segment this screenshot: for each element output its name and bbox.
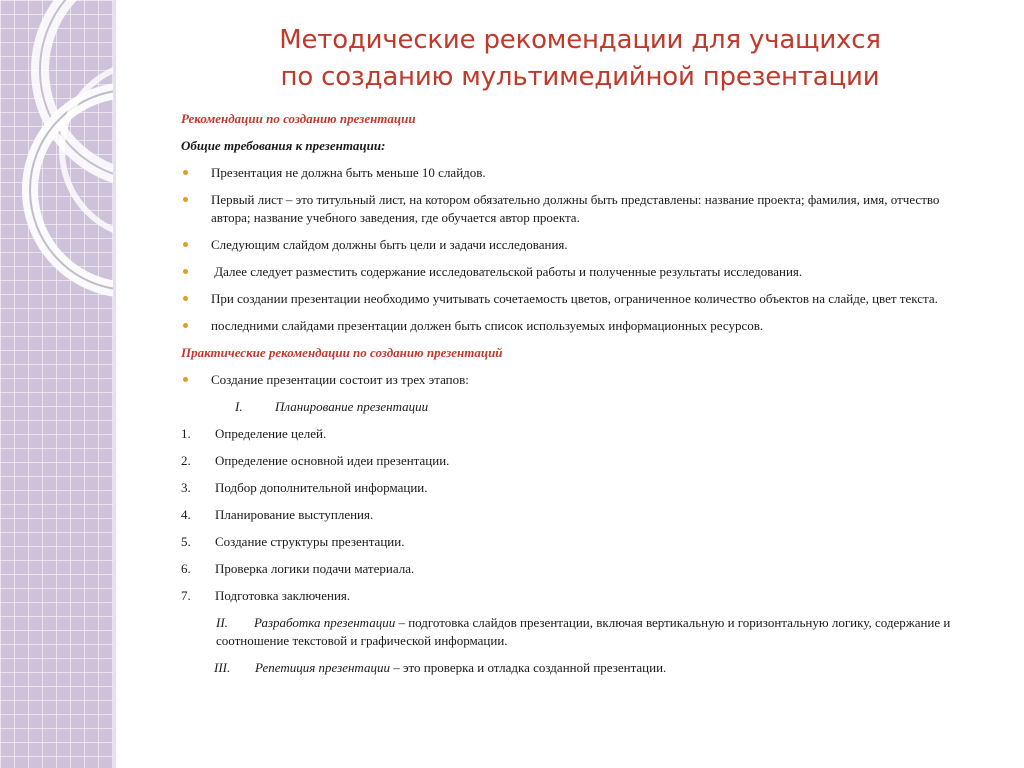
step-number: 1. (181, 426, 191, 441)
step-number: 6. (181, 561, 191, 576)
bullet-icon (183, 323, 188, 328)
bullet-icon (183, 197, 188, 202)
phase-description: – подготовка слайдов презентации, включая вертикальную и горизонтальную логику, содержание и соотношение текстовой и графической информации. (216, 615, 951, 648)
list-item (0, 587, 971, 605)
phase-title: Репетиция презентации (255, 660, 390, 675)
step-text: Подбор дополнительной информации. (215, 480, 428, 495)
list-item (0, 479, 971, 497)
step-number: 4. (181, 507, 191, 522)
list-item-text: При создании презентации необходимо учитывать сочетаемость цветов, ограниченное количество объектов на слайде, цвет текста. (211, 291, 938, 306)
phase-planning (181, 398, 971, 416)
bullet-icon (183, 269, 188, 274)
decorative-side-panel (0, 0, 116, 768)
list-item-text: последними слайдами презентации должен быть список используемых информационных ресурсов. (211, 318, 764, 333)
list-item (181, 290, 971, 308)
phase-description: – это проверка и отладка созданной презентации. (389, 660, 667, 675)
stages-intro-list (181, 371, 971, 389)
step-text: Проверка логики подачи материала. (215, 561, 415, 576)
list-item (181, 191, 971, 227)
list-item-text: Первый лист – это титульный лист, на котором обязательно должны быть представлены: название проекта; фамилия, имя, отчество автора; название учебного заведения, где обучается автор проекта. (211, 192, 940, 225)
bullet-icon (183, 377, 188, 382)
list-item (0, 533, 971, 551)
step-text: Подготовка заключения. (215, 588, 351, 603)
phase-title: Разработка презентации (254, 615, 396, 630)
step-number: 3. (181, 480, 191, 495)
step-text: Создание структуры презентации. (215, 534, 405, 549)
main-content (181, 110, 971, 686)
step-text: Планирование выступления. (215, 507, 374, 522)
page-title (150, 22, 1010, 96)
list-item (181, 164, 971, 182)
list-item (0, 560, 971, 578)
list-item-text: Презентация не должна быть меньше 10 слайдов. (211, 165, 486, 180)
phase-number: III. (214, 660, 231, 675)
list-item (0, 425, 971, 443)
phase-number: I. (235, 399, 243, 414)
phase-number: II. (216, 615, 228, 630)
list-item-text: Далее следует разместить содержание исследовательской работы и полученные результаты исследования. (211, 264, 803, 279)
list-item (181, 317, 971, 335)
phase-rehearsal (181, 659, 971, 677)
phase-development (181, 614, 971, 650)
title-line-1: Методические рекомендации для учащихся (279, 25, 881, 55)
step-number: 7. (181, 588, 191, 603)
title-line-2: по созданию мультимедийной презентации (280, 62, 880, 92)
step-text: Определение целей. (215, 426, 327, 441)
list-item-text: Создание презентации состоит из трех этапов: (211, 372, 469, 387)
step-number: 2. (181, 453, 191, 468)
section-heading-recommendations: Рекомендации по созданию презентации (181, 111, 416, 126)
phase-title: Планирование презентации (275, 399, 429, 414)
list-item (181, 371, 971, 389)
decorative-rings-graphic (0, 0, 116, 768)
bullet-icon (183, 296, 188, 301)
subheading-general-requirements: Общие требования к презентации: (181, 138, 386, 153)
list-item (181, 263, 971, 281)
list-item-text: Следующим слайдом должны быть цели и задачи исследования. (211, 237, 568, 252)
step-text: Определение основной идеи презентации. (215, 453, 450, 468)
list-item (0, 506, 971, 524)
list-item (181, 236, 971, 254)
planning-steps-list (0, 425, 971, 605)
section-heading-practical: Практические рекомендации по созданию презентаций (181, 345, 503, 360)
step-number: 5. (181, 534, 191, 549)
requirements-list (181, 164, 971, 335)
bullet-icon (183, 170, 188, 175)
bullet-icon (183, 242, 188, 247)
list-item (0, 452, 971, 470)
